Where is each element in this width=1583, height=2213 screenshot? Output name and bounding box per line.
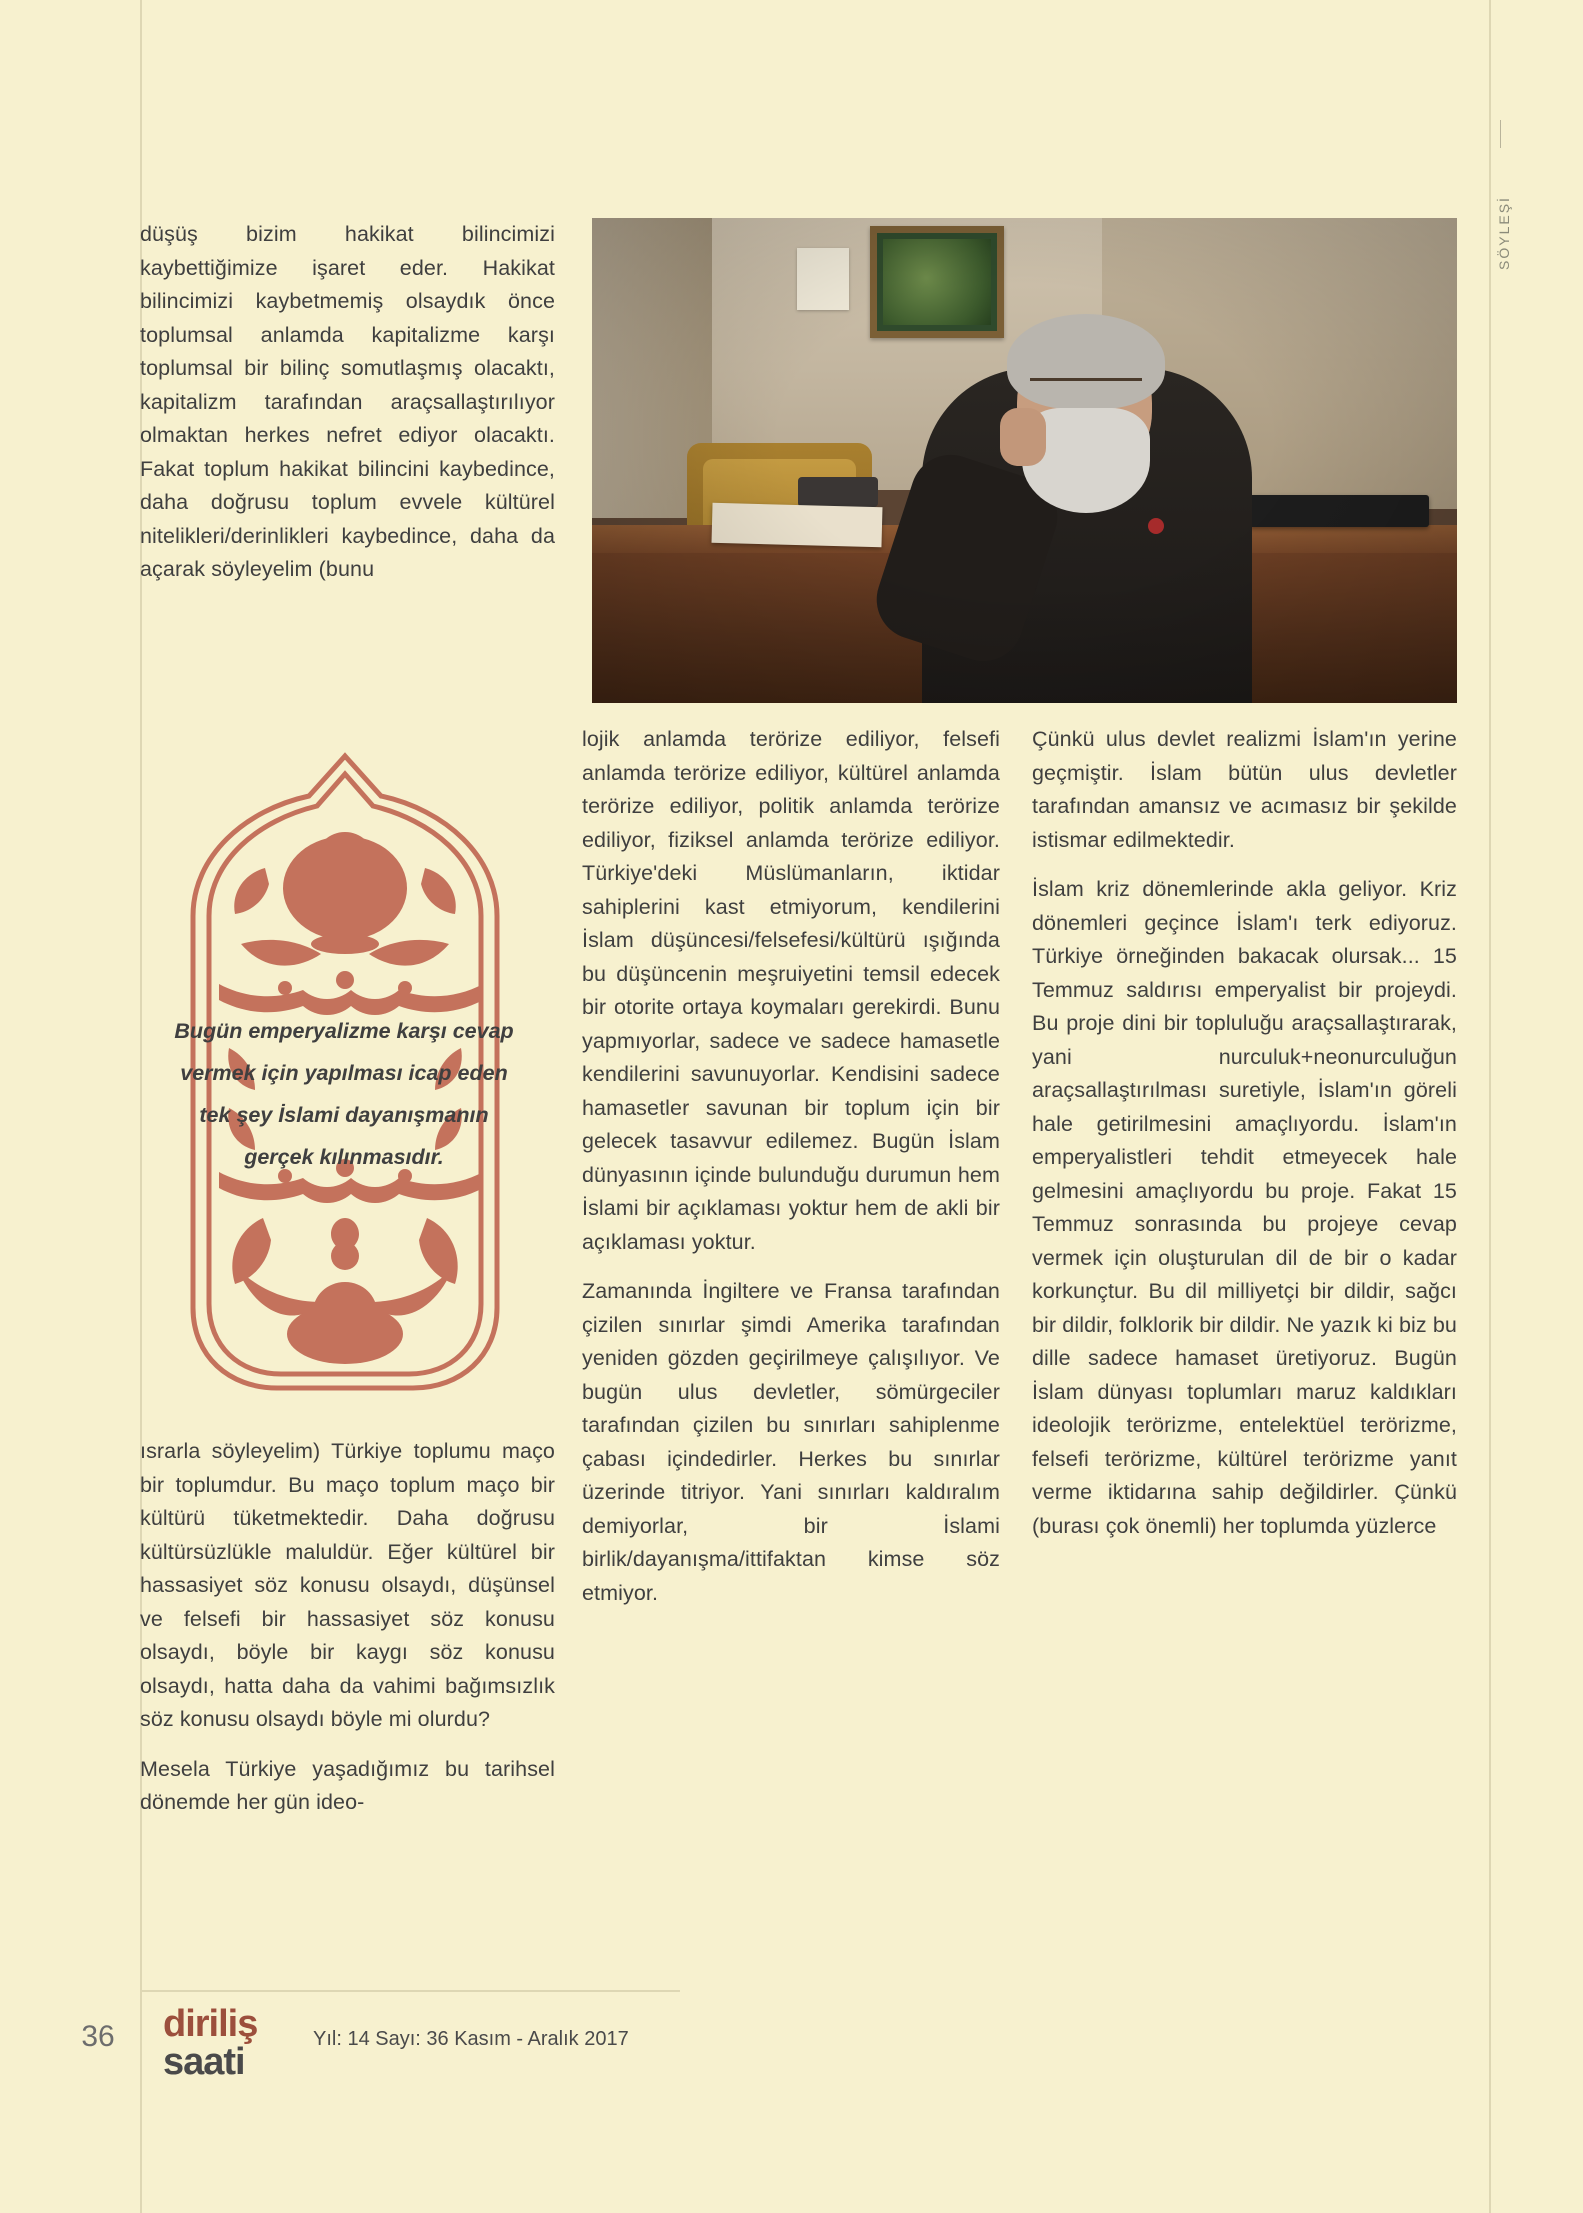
column-2 bbox=[582, 723, 1000, 1626]
logo-line-1: diriliş bbox=[163, 2003, 258, 2045]
section-label: SÖYLEŞİ bbox=[1496, 196, 1512, 270]
right-margin-rule bbox=[1489, 0, 1491, 2213]
side-label-bar bbox=[1500, 120, 1501, 148]
paragraph: lojik anlamda terörize ediliyor, felsefi anlamda terörize ediliyor, kültürel anlamda terörize ediliyor, politik anlamda terörize ediliyor, fiziksel anlamda terörize ediliyor. Türkiye'deki Müslümanların, iktidar sahiplerini kast etmiyorum, kendilerini İslam düşüncesi/felsefesi/kültürü ışığında bu düşüncenin meşruiyetini temsil edecek bir otorite ortaya koymaları gerekirdi. Bunu yapmıyorlar, sadece ve sadece hamasetle kendilerini savunuyorlar. Kendisini sadece hamasetler savunan bir toplum için bir gelecek tasavvur edilemez. Bugün İslam dünyasının içinde bulunduğu durumun hem İslami bir açıklaması yoktur hem de akli bir açıklaması yoktur. bbox=[582, 727, 1000, 1254]
column-1-bottom bbox=[140, 1435, 555, 1836]
magazine-logo bbox=[163, 2005, 257, 2081]
paragraph: Çünkü ulus devlet realizmi İslam'ın yerine geçmiştir. İslam bütün ulus devletler tarafından amansız ve acımasız bir şekilde istismar edilmektedir. bbox=[1032, 727, 1457, 852]
paragraph: ısrarla söyleyelim) Türkiye toplumu maço bir toplumdur. Bu maço toplum maço bir kültürü tüketmektedir. Daha doğrusu kültürsüzlükle maluldür. Eğer kültürel bir hassasiyet söz konusu olsaydı, düşünsel ve felsefi bir hassasiyet söz konusu olsaydı, böyle bir kaygı söz konusu olsaydı, hatta daha da vahimi bağımsızlık söz konusu olsaydı böyle mi olurdu? bbox=[140, 1439, 555, 1731]
footer-divider bbox=[140, 2010, 142, 2086]
column-3 bbox=[1032, 723, 1457, 1559]
interview-photo bbox=[592, 218, 1457, 703]
paragraph: Zamanında İngiltere ve Fransa tarafından çizilen sınırlar şimdi Amerika tarafından yeniden gözden geçirilmeye çalışılıyor. Ve bugün ulus devletler, sömürgeciler tarafından çizilen bu sınırları sahiplenme çabası içindedirler. Herkes bu sınırlar üzerinde titriyor. Yani sınırları kaldıralım demiyorlar, bir İslami birlik/dayanışma/ittifaktan kimse söz etmiyor. bbox=[582, 1279, 1000, 1605]
logo-line-2: saati bbox=[163, 2041, 245, 2083]
photo-vignette bbox=[592, 218, 1457, 703]
pull-quote: Bugün emperyalizme karşı cevap vermek için yapılması icap eden tek şey İslami dayanışmanın gerçek kılınmasıdır. bbox=[174, 1019, 514, 1169]
footer-rule bbox=[140, 1990, 680, 1992]
paragraph: Mesela Türkiye yaşadığımız bu tarihsel dönemde her gün ideo- bbox=[140, 1756, 555, 1814]
paragraph: düşüş bizim hakikat bilincimizi kaybettiğimize işaret eder. Hakikat bilincimizi kaybetmemiş olsaydık önce toplumsal anlamda kapitalizme karşı toplumsal bir bilinç somutlaşmış olacaktı, kapitalizm tarafından araçsallaştırılıyor olmaktan herkes nefret ediyor olacaktı. Fakat toplum hakikat bilincini kaybedince, daha doğrusu toplum evvele kültürel nitelikleri/derinlikleri kaybedince, daha da açarak söyleyelim (bunu bbox=[140, 222, 555, 581]
column-1-top bbox=[140, 218, 555, 603]
issue-info: Yıl: 14 Sayı: 36 Kasım - Aralık 2017 bbox=[313, 2028, 629, 2050]
page-number: 36 bbox=[81, 2020, 115, 2053]
paragraph: İslam kriz dönemlerinde akla geliyor. Kriz dönemleri geçince İslam'ı terk ediyoruz. Türkiye örneğinden bakacak olursak... 15 Temmuz saldırısı emperyalist bir projeydi. Bu proje dini bir topluluğu araçsallaştırarak, yani nurculuk+neonurculuğun araçsallaştırılması suretiyle, İslam'ın göreli hale getirilmesini amaçlıyordu. İslam'ın emperyalistleri tehdit etmeyecek hale gelmesini amaçlıyordu bu proje. Fakat 15 Temmuz sonrasında bu projeye cevap vermek için oluşturulan dil de bir o kadar korkunçtur. Bu dil milliyetçi bir dildir, sağcı bir dildir, folklorik bir dildir. Ne yazık ki biz bu dille sadece hamaset üretiyoruz. Bugün İslam dünyası toplumları maruz kaldıkları ideolojik terörizme, entelektüel terörizme, felsefi terörizme, kültürel terörizme yanıt verme iktidarına sahip değildirler. Çünkü (burası çok önemli) her toplumda yüzlerce bbox=[1032, 877, 1457, 1538]
